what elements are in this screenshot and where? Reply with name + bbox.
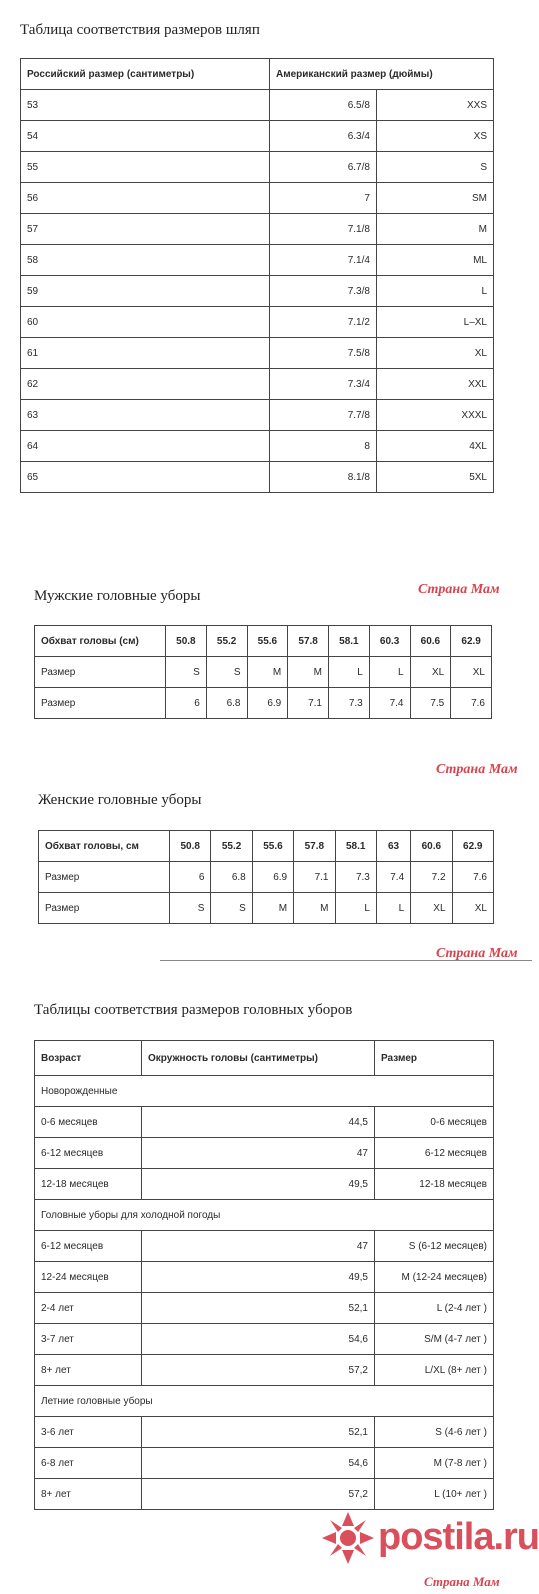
header-ru-size: Российский размер (сантиметры): [21, 59, 270, 90]
table-cell: S: [170, 893, 211, 924]
cell-ru-size: 64: [21, 431, 270, 462]
womens-hat-table: [38, 830, 494, 924]
table-row: [21, 245, 494, 276]
table-header-row: [35, 1041, 494, 1076]
table-header-row: [21, 59, 494, 90]
cell-us-size: 7.3/4: [270, 369, 377, 400]
group-row: [35, 1200, 494, 1231]
table-row: [35, 1448, 494, 1479]
cell-age: 3-7 лет: [35, 1324, 142, 1355]
table-row: [21, 121, 494, 152]
cell-age: 2-4 лет: [35, 1293, 142, 1324]
cell-letter-size: M: [376, 214, 493, 245]
cell-ru-size: 62: [21, 369, 270, 400]
table-cell: 60.6: [410, 626, 451, 657]
table-row: [21, 400, 494, 431]
table-cell: 62.9: [452, 831, 493, 862]
table-cell: L: [335, 893, 376, 924]
postila-logo: [318, 1508, 539, 1574]
table-cell: 7.3: [329, 688, 370, 719]
cell-us-size: 7.3/8: [270, 276, 377, 307]
logo-text: postila.ru: [378, 1516, 539, 1558]
cell-age: 8+ лет: [35, 1355, 142, 1386]
cell-circumference: 57,2: [142, 1355, 375, 1386]
table-cell: 62.9: [451, 626, 492, 657]
table-row: [21, 338, 494, 369]
cell-letter-size: L–XL: [376, 307, 493, 338]
table-row: [35, 688, 492, 719]
cell-ru-size: 53: [21, 90, 270, 121]
cell-us-size: 6.3/4: [270, 121, 377, 152]
header-us-size: Американский размер (дюймы): [270, 59, 494, 90]
mens-hat-table: [34, 625, 492, 719]
cell-age: 0-6 месяцев: [35, 1107, 142, 1138]
cell-size: M (7-8 лет ): [375, 1448, 494, 1479]
cell-circumference: 44,5: [142, 1107, 375, 1138]
table-row: [39, 831, 494, 862]
table-cell: S: [211, 893, 252, 924]
cell-ru-size: 61: [21, 338, 270, 369]
table-cell: 6.9: [247, 688, 288, 719]
cell-us-size: 7: [270, 183, 377, 214]
table-cell: 7.6: [451, 688, 492, 719]
header-circumference: Окружность головы (сантиметры): [142, 1041, 375, 1076]
cell-age: 3-6 лет: [35, 1417, 142, 1448]
table-row: [21, 276, 494, 307]
cell-circumference: 47: [142, 1231, 375, 1262]
cell-ru-size: 58: [21, 245, 270, 276]
table-cell: L: [329, 657, 370, 688]
cell-us-size: 8: [270, 431, 377, 462]
cell-size: 12-18 месяцев: [375, 1169, 494, 1200]
cell-ru-size: 57: [21, 214, 270, 245]
table-cell: S: [206, 657, 247, 688]
table-row: [21, 152, 494, 183]
table-row: [35, 1262, 494, 1293]
cell-size: L (10+ лет ): [375, 1479, 494, 1510]
table-row: [21, 183, 494, 214]
cell-circumference: 52,1: [142, 1417, 375, 1448]
table-cell: 60.6: [411, 831, 452, 862]
table-row: [21, 462, 494, 493]
cell-circumference: 47: [142, 1138, 375, 1169]
group-row: [35, 1386, 494, 1417]
group-label: Головные уборы для холодной погоды: [35, 1200, 494, 1231]
table-cell: 6.9: [252, 862, 293, 893]
cell-letter-size: 5XL: [376, 462, 493, 493]
row-label: Размер: [35, 688, 166, 719]
cell-size: S (4-6 лет ): [375, 1417, 494, 1448]
cell-age: 6-8 лет: [35, 1448, 142, 1479]
cell-us-size: 7.1/8: [270, 214, 377, 245]
hat-sizes-table: [20, 58, 494, 493]
watermark: Страна Мам: [436, 762, 518, 777]
table-cell: 7.1: [294, 862, 335, 893]
table-cell: 50.8: [166, 626, 207, 657]
table-cell: XL: [410, 657, 451, 688]
watermark: Страна Мам: [424, 1574, 500, 1589]
table-cell: 58.1: [335, 831, 376, 862]
cell-age: 6-12 месяцев: [35, 1138, 142, 1169]
cell-us-size: 6.5/8: [270, 90, 377, 121]
table-row: [35, 1293, 494, 1324]
cell-circumference: 49,5: [142, 1169, 375, 1200]
table-row: [35, 626, 492, 657]
table-row: [39, 893, 494, 924]
table-row: [39, 862, 494, 893]
cell-circumference: 54,6: [142, 1448, 375, 1479]
cell-circumference: 49,5: [142, 1262, 375, 1293]
table-row: [35, 1169, 494, 1200]
cell-circumference: 57,2: [142, 1479, 375, 1510]
table-cell: 6.8: [206, 688, 247, 719]
kids-hat-table: [34, 1040, 494, 1510]
cell-ru-size: 63: [21, 400, 270, 431]
table-cell: 7.4: [369, 688, 410, 719]
table-row: [35, 1324, 494, 1355]
table-row: [21, 214, 494, 245]
row-label: Размер: [35, 657, 166, 688]
table-cell: L: [369, 657, 410, 688]
table-cell: 7.1: [288, 688, 329, 719]
cell-letter-size: XS: [376, 121, 493, 152]
header-size: Размер: [375, 1041, 494, 1076]
cell-letter-size: XXXL: [376, 400, 493, 431]
cell-size: M (12-24 месяцев): [375, 1262, 494, 1293]
table-cell: 7.3: [335, 862, 376, 893]
cell-letter-size: SM: [376, 183, 493, 214]
table-row: [21, 369, 494, 400]
row-label: Размер: [39, 893, 170, 924]
table-cell: 6: [170, 862, 211, 893]
watermark: Страна Мам: [418, 582, 500, 597]
table-cell: 58.1: [329, 626, 370, 657]
table-row: [35, 1107, 494, 1138]
cell-ru-size: 60: [21, 307, 270, 338]
table-cell: 55.2: [206, 626, 247, 657]
cell-letter-size: XXL: [376, 369, 493, 400]
section1-title: Таблица соответствия размеров шляп: [20, 22, 260, 38]
cell-age: 12-18 месяцев: [35, 1169, 142, 1200]
cell-us-size: 7.5/8: [270, 338, 377, 369]
section3-title: Женские головные уборы: [38, 792, 202, 808]
header-age: Возраст: [35, 1041, 142, 1076]
section2-title: Мужские головные уборы: [34, 588, 201, 604]
cell-size: S (6-12 месяцев): [375, 1231, 494, 1262]
table-cell: M: [288, 657, 329, 688]
cell-ru-size: 65: [21, 462, 270, 493]
cell-letter-size: S: [376, 152, 493, 183]
table-row: [21, 431, 494, 462]
group-label: Новорожденные: [35, 1076, 494, 1107]
table-cell: M: [252, 893, 293, 924]
cell-ru-size: 55: [21, 152, 270, 183]
cell-age: 8+ лет: [35, 1479, 142, 1510]
table-cell: 6: [166, 688, 207, 719]
cell-size: 0-6 месяцев: [375, 1107, 494, 1138]
table-cell: 7.2: [411, 862, 452, 893]
table-cell: 60.3: [369, 626, 410, 657]
table-cell: 7.6: [452, 862, 493, 893]
table-cell: L: [376, 893, 410, 924]
cell-letter-size: L: [376, 276, 493, 307]
table-row: [35, 657, 492, 688]
cell-ru-size: 59: [21, 276, 270, 307]
table-cell: M: [247, 657, 288, 688]
cell-ru-size: 54: [21, 121, 270, 152]
table-cell: S: [166, 657, 207, 688]
cell-circumference: 52,1: [142, 1293, 375, 1324]
group-label: Летние головные уборы: [35, 1386, 494, 1417]
watermark: Страна Мам: [436, 946, 518, 961]
cell-letter-size: XL: [376, 338, 493, 369]
cell-size: S/M (4-7 лет ): [375, 1324, 494, 1355]
table-cell: 6.8: [211, 862, 252, 893]
cell-letter-size: XXS: [376, 90, 493, 121]
cell-us-size: 7.7/8: [270, 400, 377, 431]
table-cell: 50.8: [170, 831, 211, 862]
cell-us-size: 7.1/4: [270, 245, 377, 276]
cell-circumference: 54,6: [142, 1324, 375, 1355]
cell-age: 12-24 месяцев: [35, 1262, 142, 1293]
group-row: [35, 1076, 494, 1107]
table-cell: XL: [411, 893, 452, 924]
cell-ru-size: 56: [21, 183, 270, 214]
table-cell: XL: [452, 893, 493, 924]
cell-letter-size: 4XL: [376, 431, 493, 462]
cell-us-size: 7.1/2: [270, 307, 377, 338]
table-row: [35, 1138, 494, 1169]
cell-us-size: 8.1/8: [270, 462, 377, 493]
table-cell: 7.5: [410, 688, 451, 719]
table-cell: 7.4: [376, 862, 410, 893]
row-label: Обхват головы (см): [35, 626, 166, 657]
table-cell: 57.8: [288, 626, 329, 657]
cell-size: L (2-4 лет ): [375, 1293, 494, 1324]
cell-size: L/XL (8+ лет ): [375, 1355, 494, 1386]
table-row: [35, 1479, 494, 1510]
table-row: [35, 1231, 494, 1262]
table-cell: 55.6: [247, 626, 288, 657]
row-label: Размер: [39, 862, 170, 893]
table-row: [21, 307, 494, 338]
table-cell: 55.6: [252, 831, 293, 862]
table-cell: 57.8: [294, 831, 335, 862]
cell-letter-size: ML: [376, 245, 493, 276]
cell-age: 6-12 месяцев: [35, 1231, 142, 1262]
table-cell: 55.2: [211, 831, 252, 862]
table-row: [35, 1417, 494, 1448]
cell-us-size: 6.7/8: [270, 152, 377, 183]
cell-size: 6-12 месяцев: [375, 1138, 494, 1169]
section4-title: Таблицы соответствия размеров головных уборов: [34, 1002, 353, 1018]
table-cell: XL: [451, 657, 492, 688]
table-cell: M: [294, 893, 335, 924]
table-row: [21, 90, 494, 121]
row-label: Обхват головы, см: [39, 831, 170, 862]
table-cell: 63: [376, 831, 410, 862]
table-row: [35, 1355, 494, 1386]
